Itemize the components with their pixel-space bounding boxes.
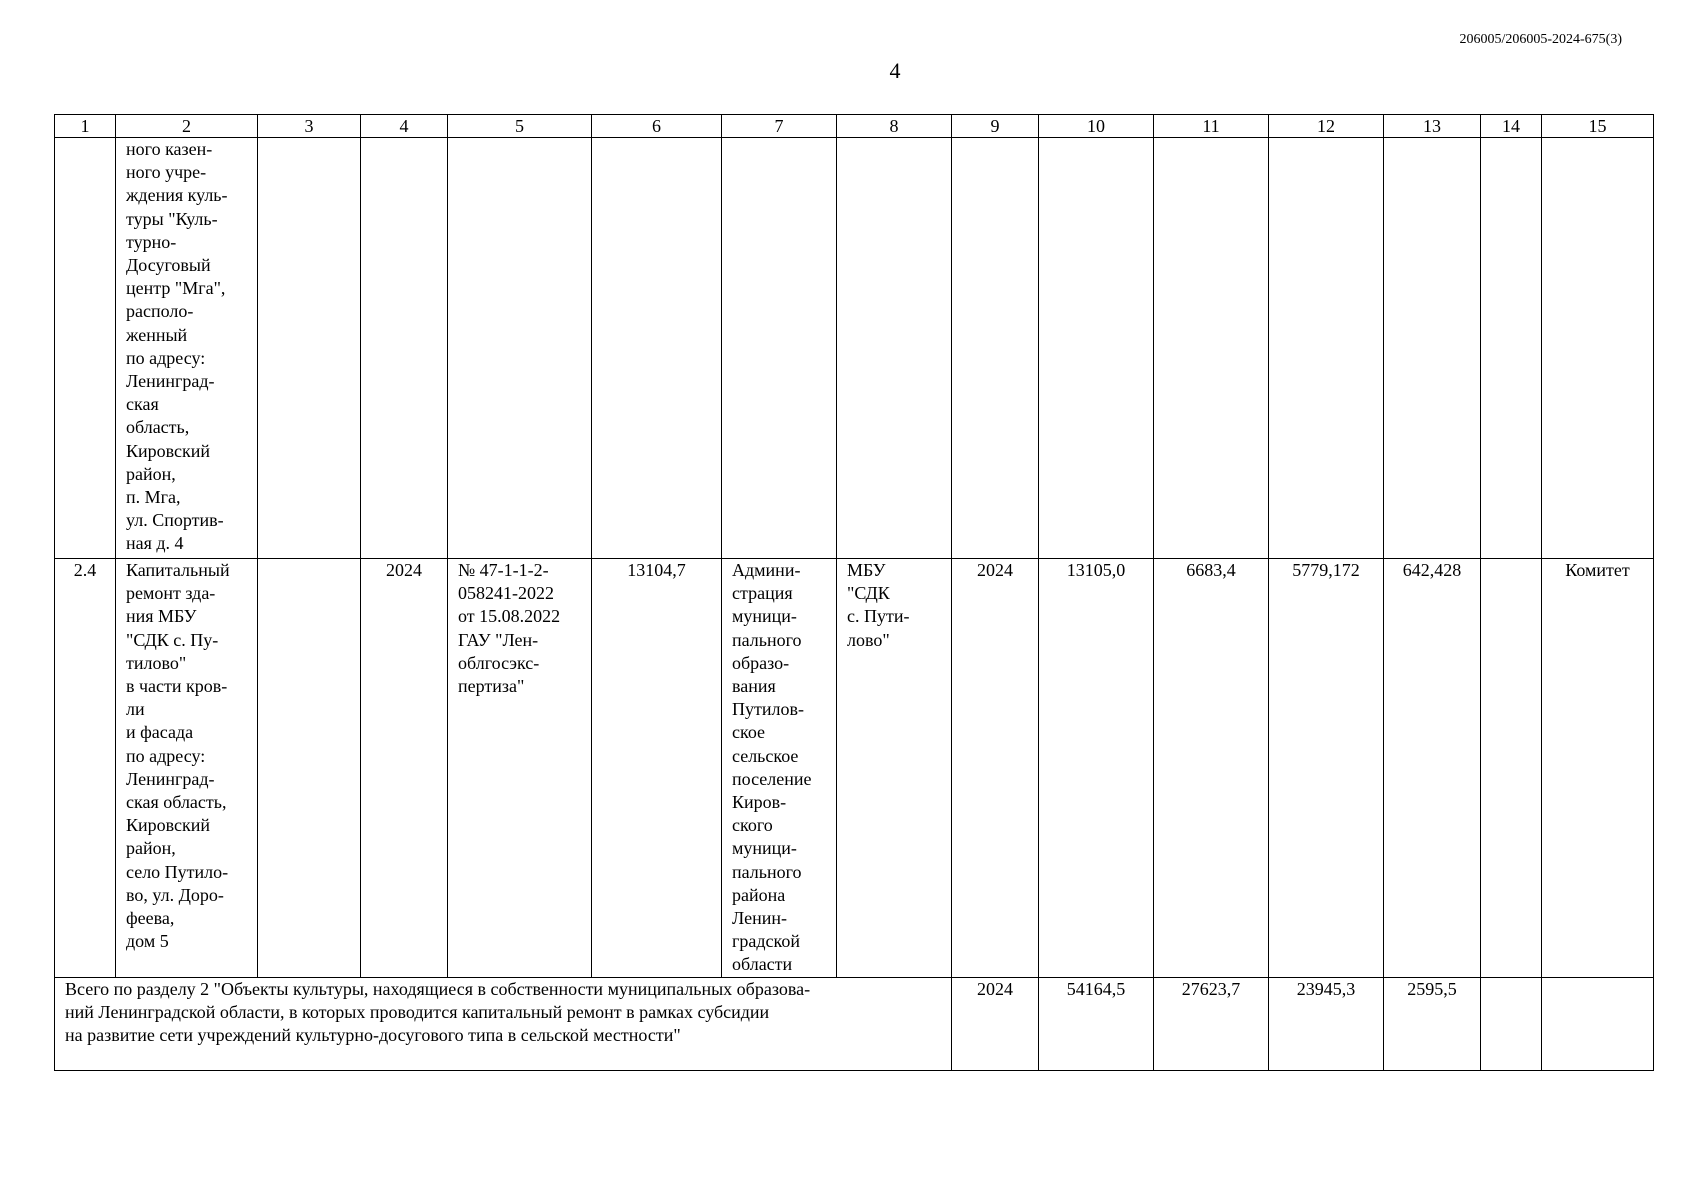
column-header: 15	[1542, 115, 1654, 138]
table-cell	[952, 138, 1039, 559]
column-header: 13	[1384, 115, 1481, 138]
object-description-cell: Капитальный ремонт зда- ния МБУ "СДК с. Пу- тилово" в части кров- ли и фасада по адресу: Ленинград- ская область, Кировский район, село Путило- во, ул. Доро- феева, дом 5	[116, 559, 258, 978]
table-cell	[258, 138, 361, 559]
table-cell	[592, 138, 722, 559]
amount-cell: 13105,0	[1039, 559, 1154, 978]
table-cell	[837, 138, 952, 559]
table-cell	[1542, 138, 1654, 559]
column-header: 8	[837, 115, 952, 138]
column-header: 14	[1481, 115, 1542, 138]
year-cell: 2024	[952, 559, 1039, 978]
builder-cell: МБУ "СДК с. Пути- лово"	[837, 559, 952, 978]
row-number-cell: 2.4	[55, 559, 116, 978]
year-cell: 2024	[952, 978, 1039, 1071]
column-header: 10	[1039, 115, 1154, 138]
column-header: 1	[55, 115, 116, 138]
table-cell	[258, 559, 361, 978]
total-amount-cell: 2595,5	[1384, 978, 1481, 1071]
table-cell	[1269, 138, 1384, 559]
table-cell	[1154, 138, 1269, 559]
document-id: 206005/206005-2024-675(3)	[1459, 32, 1622, 47]
table-cell	[1542, 978, 1654, 1071]
data-table	[54, 114, 1654, 1071]
customer-cell: Админи- страция муници- пального образо- вания Путилов- ское сельское поселение Киров- ского муници- пального района Ленин- градской области	[722, 559, 837, 978]
column-header: 2	[116, 115, 258, 138]
column-header: 7	[722, 115, 837, 138]
table-cell	[722, 138, 837, 559]
column-header: 4	[361, 115, 448, 138]
expertise-cell: № 47-1-1-2- 058241-2022 от 15.08.2022 ГАУ "Лен- облгосэкс- пертиза"	[448, 559, 592, 978]
table-cell	[448, 138, 592, 559]
table-cell	[1039, 138, 1154, 559]
authority-cell: Комитет	[1542, 559, 1654, 978]
table-row-total	[55, 978, 1654, 1071]
column-header: 12	[1269, 115, 1384, 138]
column-header: 9	[952, 115, 1039, 138]
column-number-row	[55, 115, 1654, 138]
cost-cell: 13104,7	[592, 559, 722, 978]
total-amount-cell: 27623,7	[1154, 978, 1269, 1071]
column-header: 3	[258, 115, 361, 138]
amount-cell: 5779,172	[1269, 559, 1384, 978]
column-header: 5	[448, 115, 592, 138]
amount-cell: 6683,4	[1154, 559, 1269, 978]
table-cell	[1481, 559, 1542, 978]
total-amount-cell: 23945,3	[1269, 978, 1384, 1071]
table-row-continuation	[55, 138, 1654, 559]
amount-cell: 642,428	[1384, 559, 1481, 978]
section-total-label: Всего по разделу 2 "Объекты культуры, находящиеся в собственности муниципальных образова- ний Ленинградской области, в которых проводится капитальный ремонт в рамках субсидии на развитие сети учреждений культурно-досугового типа в сельской местности"	[55, 978, 952, 1071]
page-number: 4	[889, 58, 901, 83]
column-header: 6	[592, 115, 722, 138]
year-cell: 2024	[361, 559, 448, 978]
table-row-2-4	[55, 559, 1654, 978]
table-cell	[361, 138, 448, 559]
column-header: 11	[1154, 115, 1269, 138]
total-amount-cell: 54164,5	[1039, 978, 1154, 1071]
object-description-cell: ного казен- ного учре- ждения куль- туры "Куль- турно- Досуговый центр "Мга", располо- женный по адресу: Ленинград- ская область, Кировский район, п. Мга, ул. Спортив- ная д. 4	[116, 138, 258, 559]
table-cell	[1481, 138, 1542, 559]
table-cell	[1384, 138, 1481, 559]
table-cell	[55, 138, 116, 559]
table-cell	[1481, 978, 1542, 1071]
